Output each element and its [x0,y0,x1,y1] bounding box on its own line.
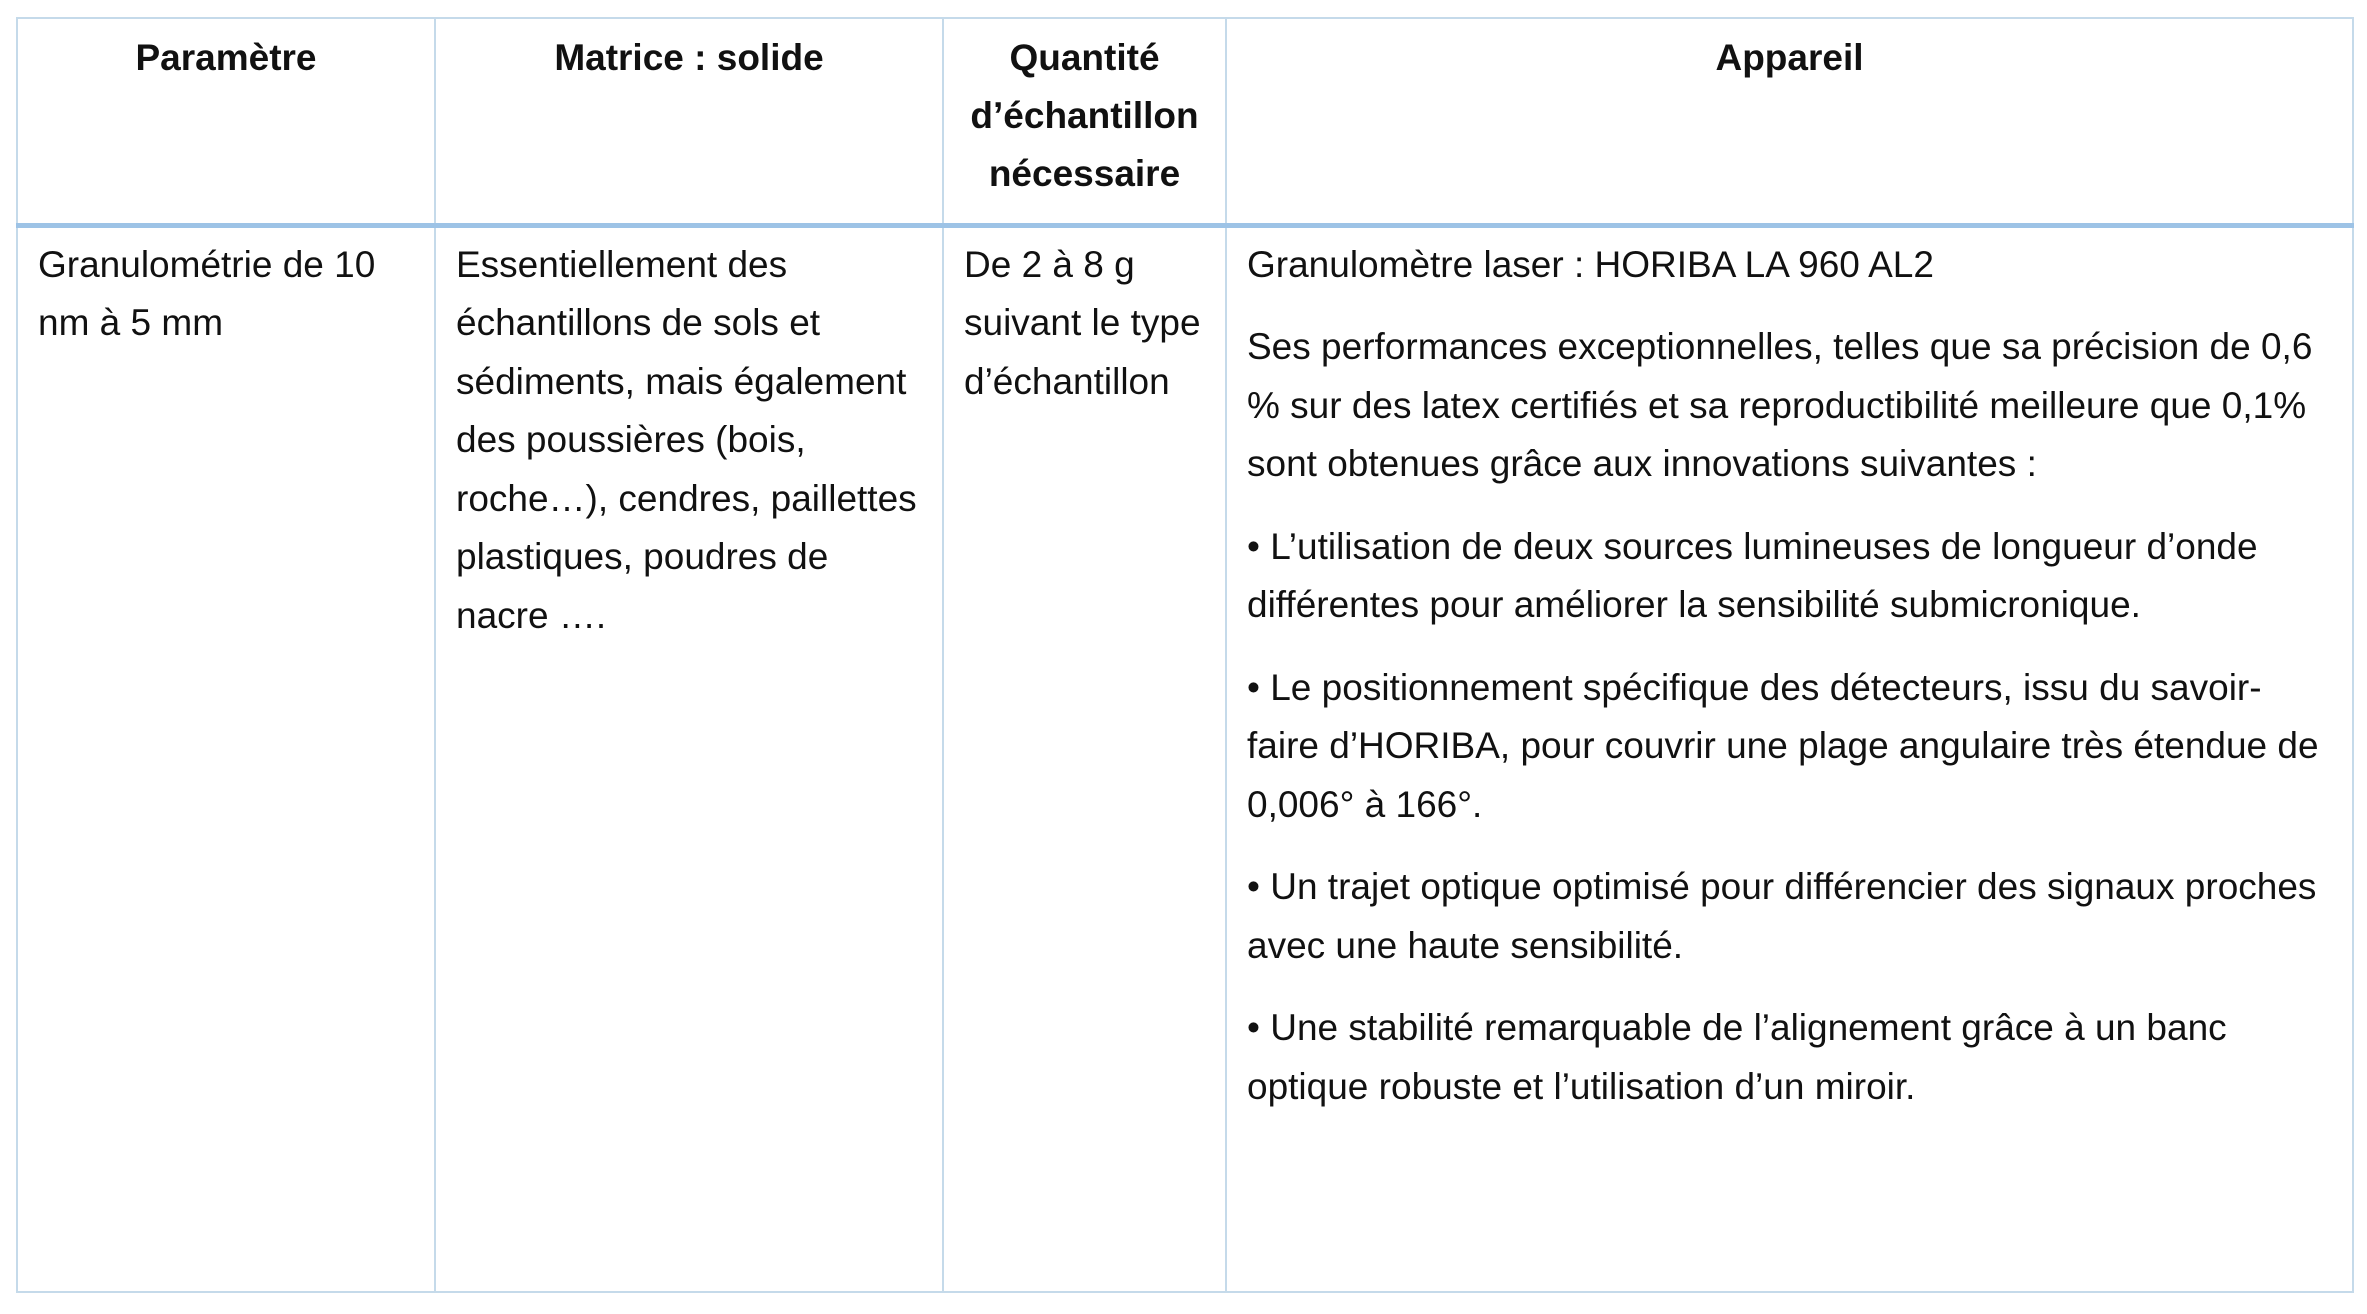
cell-appareil [1226,225,2353,1292]
table-header-row [17,18,2353,225]
table-row [17,225,2353,1292]
specification-table [16,17,2354,1293]
header-matrice: Matrice : solide [435,18,943,225]
appareil-bullet: • Un trajet optique optimisé pour différencier des signaux proches avec une haute sensibilité. [1247,866,2317,966]
appareil-bullet: • Le positionnement spécifique des détecteurs, issu du savoir-faire d’HORIBA, pour couvrir une plage angulaire très étendue de 0,006° à 166°. [1247,666,2319,825]
cell-parametre: Granulométrie de 10 nm à 5 mm [17,225,435,1292]
appareil-bullet: • L’utilisation de deux sources lumineuses de longueur d’onde différentes pour améliorer la sensibilité submicronique. [1247,525,2258,625]
header-quantite: Quantité d’échantillon nécessaire [943,18,1226,225]
cell-quantite: De 2 à 8 g suivant le type d’échantillon [943,225,1226,1292]
header-appareil: Appareil [1226,18,2353,225]
header-parametre: Paramètre [17,18,435,225]
cell-matrice: Essentiellement des échantillons de sols et sédiments, mais également des poussières (bois, roche…), cendres, paillettes plastiques, poudres de nacre …. [435,225,943,1292]
appareil-bullet: • Une stabilité remarquable de l’alignement grâce à un banc optique robuste et l’utilisation d’un miroir. [1247,1007,2227,1107]
appareil-title: Granulomètre laser : HORIBA LA 960 AL2 [1247,243,1934,285]
appareil-intro: Ses performances exceptionnelles, telles que sa précision de 0,6 % sur des latex certifiés et sa reproductibilité meilleure que 0,1% sont obtenues grâce aux innovations suivantes : [1247,326,2313,484]
